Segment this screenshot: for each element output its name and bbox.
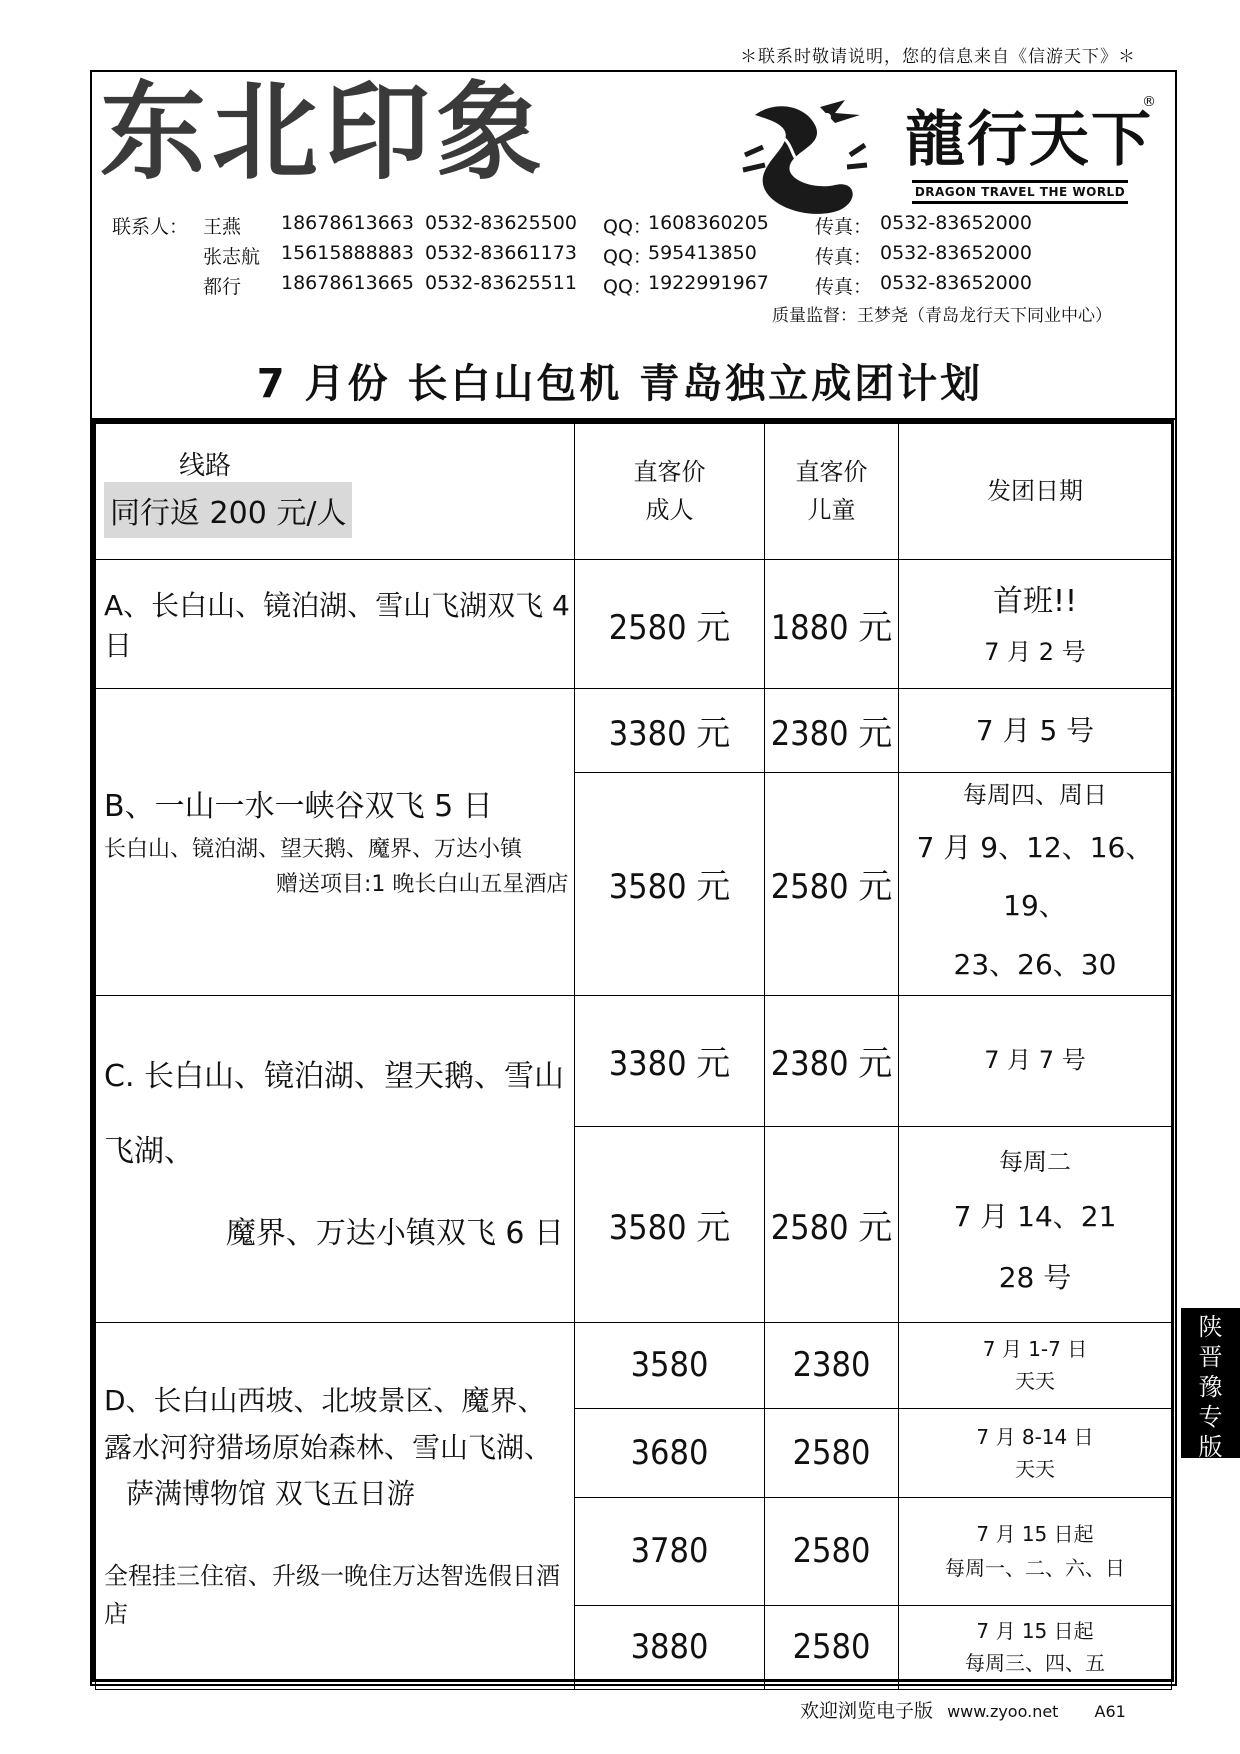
contact-fax: 0532-83652000 [880,242,1032,264]
departure-date [899,1126,1172,1322]
brand-title: 东北印象 [100,71,548,194]
table-row [96,689,1172,773]
route-d-line2: 露水河狩猎场原始森林、雪山飞湖、 [104,1430,553,1464]
contact-label: 联系人： [112,216,189,238]
route-b-cell [96,689,575,996]
departure-date [899,1408,1172,1497]
route-d-line3: 萨满博物馆 双飞五日游 [126,1476,415,1510]
adult-price: 3580 元 [575,1126,765,1322]
child-price: 2580 [765,1605,899,1689]
contact-phone: 0532-83661173 [425,242,577,264]
departure-date [899,773,1172,996]
child-price: 2380 元 [765,689,899,773]
header-adult-line1: 直客价 [633,458,706,487]
date-line: 28 号 [998,1261,1072,1295]
dragon-logo-icon [735,95,870,220]
adult-price: 3880 [575,1605,765,1689]
route-c-line1: C. 长白山、镜泊湖、望天鹅、雪山飞湖、 [104,1058,565,1169]
footer-welcome: 欢迎浏览电子版 [800,1700,934,1722]
contact-name: 张志航 [203,246,261,268]
registered-mark: ® [1142,94,1156,110]
date-line: 7 月 15 日起 [976,1522,1094,1547]
first-flight-label: 首班!! [992,583,1078,619]
rebate-badge: 同行返 200 元/人 [104,482,352,538]
contact-qq: 1922991967 [648,272,769,294]
departure-date [899,560,1172,689]
contact-fax: 0532-83652000 [880,212,1032,234]
route-c-cell [96,995,575,1322]
table-header-row [96,424,1172,560]
tab-char: 版 [1198,1433,1223,1461]
route-a-name: A、长白山、镜泊湖、雪山飞湖双飞 4 日 [96,560,575,689]
child-price: 2580 元 [765,1126,899,1322]
date-line: 每周四、周日 [963,781,1107,809]
page-number: A61 [1094,1702,1126,1721]
date-line: 天天 [1015,1369,1055,1394]
departure-date: 7 月 7 号 [899,995,1172,1126]
header-adult-price [575,424,765,560]
child-price: 2580 [765,1497,899,1605]
adult-price: 3380 元 [575,995,765,1126]
contact-fax-label: 传真： [815,246,873,268]
contact-mobile: 15615888883 [281,242,414,264]
header-child-price [765,424,899,560]
date-line: 每周二 [999,1148,1071,1177]
contact-qq-label: QQ： [603,246,652,268]
tab-char: 陕 [1198,1313,1223,1341]
departure-date [899,1322,1172,1408]
contact-mobile: 18678613665 [281,272,414,294]
date-line: 7 月 8-14 日 [976,1424,1094,1449]
child-price: 2380 元 [765,995,899,1126]
table-row [96,560,1172,689]
contact-qq-label: QQ： [603,276,652,298]
adult-price: 3780 [575,1497,765,1605]
adult-price: 2580 元 [575,560,765,689]
logo-english-text: DRAGON TRAVEL THE WORLD [912,180,1128,204]
departure-date: 7 月 5 号 [899,689,1172,773]
table-row [96,1322,1172,1408]
route-b-gift: 赠送项目:1 晚长白山五星酒店 [276,872,569,898]
contact-phone: 0532-83625511 [425,272,577,294]
route-b-spots: 长白山、镜泊湖、望天鹅、魔界、万达小镇 [104,836,523,862]
child-price: 2580 元 [765,773,899,996]
tour-price-table [92,420,1174,1682]
contact-fax-label: 传真： [815,276,873,298]
source-note: ＊联系时敬请说明，您的信息来自《信游天下》＊ [740,47,1136,67]
adult-price: 3380 元 [575,689,765,773]
date-line: 7 月 1-7 日 [982,1337,1088,1362]
contact-mobile: 18678613663 [281,212,414,234]
route-d-cell [96,1322,575,1689]
header-child-line1: 直客价 [795,458,868,487]
contact-qq-label: QQ： [603,216,652,238]
child-price: 1880 元 [765,560,899,689]
plan-title: 7 月份 长白山包机 青岛独立成团计划 [256,361,984,407]
logo-chinese-text: 龍行天下 [905,105,1153,175]
contact-phone: 0532-83625500 [425,212,577,234]
contact-fax: 0532-83652000 [880,272,1032,294]
header-route-label: 线路 [179,451,232,481]
date-line: 7 月 2 号 [984,637,1086,666]
child-price: 2580 [765,1408,899,1497]
tab-char: 豫 [1198,1373,1223,1401]
contact-qq: 1608360205 [648,212,769,234]
header-dates-label: 发团日期 [987,476,1083,505]
adult-price: 3580 元 [575,773,765,996]
adult-price: 3580 [575,1322,765,1408]
header-adult-line2: 成人 [645,495,694,524]
route-b-title: B、一山一水一峡谷双飞 5 日 [104,788,493,824]
route-c-line2: 魔界、万达小镇双飞 6 日 [225,1215,564,1251]
tab-char: 专 [1198,1403,1223,1431]
departure-date [899,1605,1172,1689]
date-line: 天天 [1015,1456,1055,1481]
date-line: 23、26、30 [953,948,1117,982]
header-route-cell [96,424,575,560]
contact-name: 王燕 [203,216,242,238]
footer-site-link[interactable]: www.zyoo.net [947,1702,1059,1721]
adult-price: 3680 [575,1408,765,1497]
route-d-note: 全程挂三住宿、升级一晚住万达智选假日酒店 [104,1561,560,1629]
departure-date [899,1497,1172,1605]
table-row [96,995,1172,1126]
footer [800,1696,1126,1723]
tab-char: 晋 [1198,1343,1223,1371]
date-line: 7 月 15 日起 [976,1619,1094,1644]
quality-supervision: 质量监督：王梦尧（青岛龙行天下同业中心） [772,306,1112,326]
contact-qq: 595413850 [648,242,757,264]
header-departure-dates [899,424,1172,560]
header-child-line2: 儿童 [807,495,856,524]
date-line: 7 月 14、21 [953,1199,1117,1233]
date-line: 每周三、四、五 [965,1651,1105,1676]
contact-name: 都行 [203,276,242,298]
region-edition-tab [1181,1308,1240,1461]
date-line: 每周一、二、六、日 [945,1556,1125,1581]
contact-fax-label: 传真： [815,216,873,238]
child-price: 2380 [765,1322,899,1408]
date-line: 7 月 9、12、16、19、 [916,830,1154,923]
route-d-line1: D、长白山西坡、北坡景区、魔界、 [104,1384,546,1418]
